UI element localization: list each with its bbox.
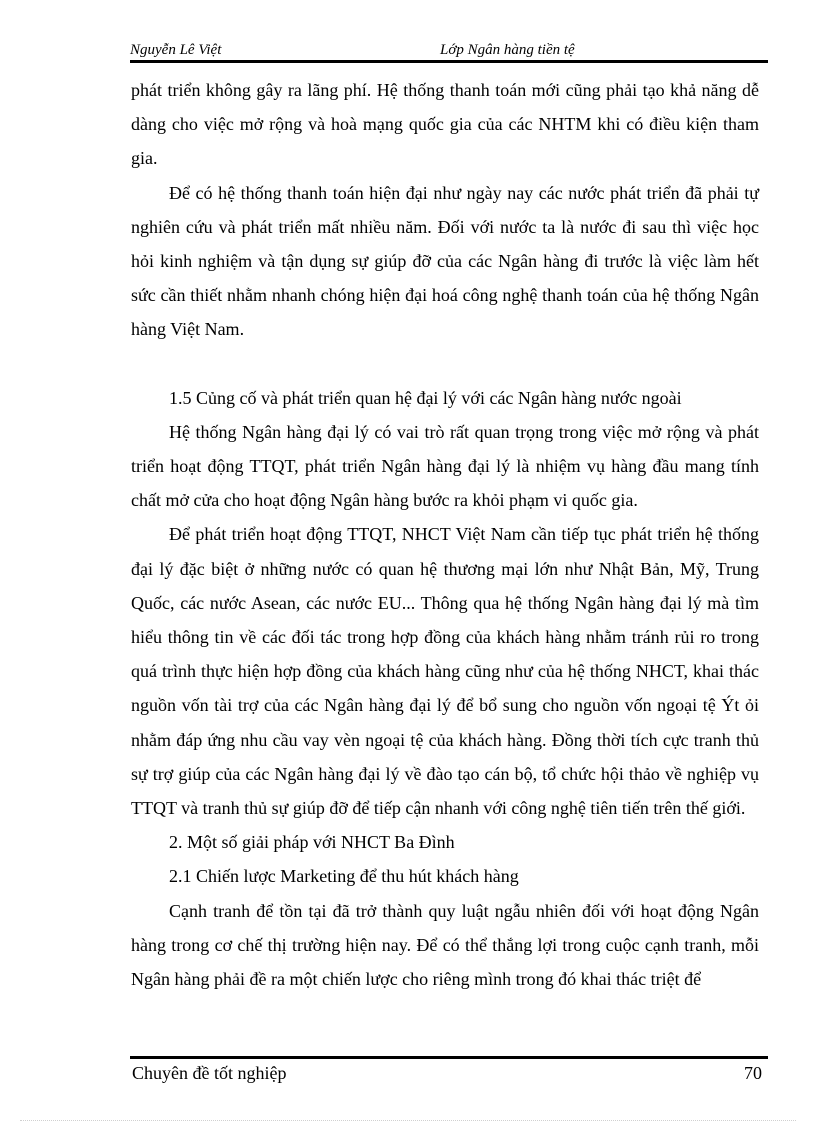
paragraph: Hệ thống Ngân hàng đại lý có vai trò rất quan trọng trong việc mở rộng và phát triển hoạt động TTQT, phát triển Ngân hàng đại lý là nhiệm vụ hàng đầu mang tính chất mở cửa cho hoạt động Ngân hàng bước ra khỏi phạm vi quốc gia.: [131, 421, 759, 511]
header-rule: [130, 60, 768, 63]
footer-title: Chuyên đề tốt nghiệp: [132, 1063, 287, 1083]
page-edge: [20, 1120, 796, 1121]
section-heading-1-5: 1.5 Củng cố và phát triển quan hệ đại lý với các Ngân hàng nước ngoài: [169, 387, 682, 408]
paragraph: Để phát triển hoạt động TTQT, NHCT Việt Nam cần tiếp tục phát triển hệ thống đại lý đặc biệt ở những nước có quan hệ thương mại lớn như Nhật Bản, Mỹ, Trung Quốc, các nước Asean, các nước EU... Thông qua hệ thống Ngân hàng đại lý mà tìm hiểu thông tin về các đối tác trong hợp đồng của khách hàng nhằm tránh rủi ro trong quá trình thực hiện hợp đồng của khách hàng cũng như của hệ thống NHCT, khai thác nguồn vốn tài trợ của các Ngân hàng đại lý để bổ sung cho nguồn vốn ngoại tệ Ýt ỏi nhằm đáp ứng nhu cầu vay vèn ngoại tệ của khách hàng. Đồng thời tích cực tranh thủ sự trợ giúp của các Ngân hàng đại lý về đào tạo cán bộ, tổ chức hội thảo về nghiệp vụ TTQT và tranh thủ sự giúp đỡ để tiếp cận nhanh với công nghệ tiên tiến trên thế giới.: [131, 524, 759, 819]
section-heading-2: 2. Một số giải pháp với NHCT Ba Đình: [169, 832, 455, 853]
page-header: [130, 40, 768, 62]
header-course: Lớp Ngân hàng tiền tệ: [440, 42, 575, 58]
header-author: Nguyễn Lê Việt: [130, 42, 222, 58]
page-footer: [130, 1063, 762, 1087]
section-heading-2-1: 2.1 Chiến lược Marketing để thu hút khách hàng: [169, 866, 519, 887]
paragraph: Cạnh tranh để tồn tại đã trở thành quy luật ngẫu nhiên đối với hoạt động Ngân hàng trong cơ chế thị trường hiện nay. Để có thể thắng lợi trong cuộc cạnh tranh, mỗi Ngân hàng phải đề ra một chiến lược cho riêng mình trong đó khai thác triệt để: [131, 900, 759, 990]
document-body: [131, 73, 759, 996]
paragraph: phát triển không gây ra lãng phí. Hệ thống thanh toán mới cũng phải tạo khả năng dễ dàng cho việc mở rộng và hoà mạng quốc gia của các NHTM khi có điều kiện tham gia.: [131, 80, 759, 169]
page-number: 70: [744, 1063, 762, 1083]
paragraph-gap: [131, 347, 759, 381]
footer-rule: [130, 1056, 768, 1059]
paragraph: Để có hệ thống thanh toán hiện đại như ngày nay các nước phát triển đã phải tự nghiên cứu và phát triển mất nhiều năm. Đối với nước ta là nước đi sau thì việc học hỏi kinh nghiệm và tận dụng sự giúp đỡ của các Ngân hàng đi trước là việc làm hết sức cần thiết nhằm nhanh chóng hiện đại hoá công nghệ thanh toán của hệ thống Ngân hàng Việt Nam.: [131, 182, 759, 340]
